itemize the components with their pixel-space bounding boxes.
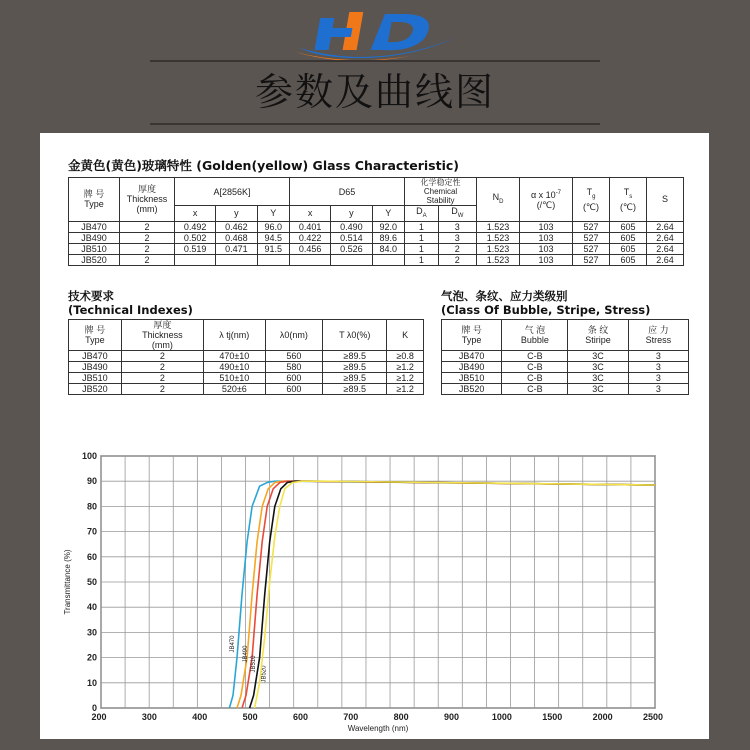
table-row-cell: 3C [568,362,628,373]
col-a2856: A[2856K] [175,178,290,206]
table-row-cell: 2 [121,384,203,395]
table-row-cell: 605 [610,254,647,265]
col-nd [477,178,520,222]
class-table [441,319,689,395]
section3-title [441,289,650,317]
table-row-cell: C-B [502,362,568,373]
table-row-cell: 600 [265,373,323,384]
table-row-cell: 520±6 [204,384,266,395]
x-tick-label: 200 [91,712,107,722]
table-row-cell: 92.0 [372,221,405,232]
table-row [69,232,684,243]
tg-sub: g [592,193,596,200]
table-row [69,351,424,362]
table-row [442,373,689,384]
series-label: JB490 [243,645,250,663]
table-row-cell: 527 [573,243,610,254]
table-row-cell: C-B [502,384,568,395]
table-row-cell: 3 [438,232,476,243]
table-header-row-cell: K [387,320,424,351]
table-row-cell: 89.6 [372,232,405,243]
table-row-cell: JB490 [442,362,502,373]
table-row-cell: 0.492 [175,221,216,232]
table-row [69,254,684,265]
x-tick-label: 2000 [592,712,613,722]
section2-title-cn: 技术要求 [68,289,114,303]
title-rule-bottom [150,123,600,125]
table-row-cell: 490±10 [204,362,266,373]
table-row-cell: 605 [610,243,647,254]
table-row-cell: JB490 [69,362,122,373]
table-row-cell: 1 [405,254,439,265]
table-row-cell: 2 [120,221,175,232]
technical-table [68,319,424,395]
table-row-cell: ≥1.2 [387,362,424,373]
sub-y-d: y [331,206,372,222]
characteristics-rows [69,221,684,265]
table-row-cell: 94.5 [257,232,290,243]
table-header-row-cell: λ tj(nm) [204,320,266,351]
table-row-cell: ≥89.5 [323,351,387,362]
x-tick-label: 300 [141,712,157,722]
table-row-cell: 1.523 [477,232,520,243]
table-row-cell [257,254,290,265]
table-row-cell: 0.462 [216,221,257,232]
table-row-cell: ≥0.8 [387,351,424,362]
table-row-cell: JB470 [69,351,122,362]
table-row-cell: ≥89.5 [323,384,387,395]
table-row-cell: JB490 [69,232,120,243]
table-row-cell: 0.471 [216,243,257,254]
table-row [69,243,684,254]
table-row-cell: JB470 [442,351,502,362]
x-tick-label: 1500 [542,712,563,722]
y-tick-label: 40 [86,602,97,613]
table-row-cell: 3 [628,351,688,362]
table-row-cell: 1.523 [477,243,520,254]
y-tick-label: 20 [86,652,97,663]
table-row-cell [216,254,257,265]
table-row-cell: 103 [520,232,573,243]
page-title: 参数及曲线图 [254,70,495,114]
col-d65: D65 [290,178,405,206]
table-row-cell: 605 [610,221,647,232]
y-axis-label: Transmittance (%) [63,549,72,615]
table-row-cell: 2 [121,351,203,362]
table-row-cell [331,254,372,265]
company-logo [290,8,460,60]
technical-rows [69,320,424,395]
table-row-cell: ≥1.2 [387,373,424,384]
table-row-cell: 600 [265,384,323,395]
section3-title-en: (Class Of Bubble, Stripe, Stress) [441,303,651,317]
y-tick-label: 60 [86,551,97,562]
y-tick-label: 0 [91,703,97,713]
table-row-cell: 84.0 [372,243,405,254]
table-row-cell: 1 [405,232,439,243]
table-row-cell: JB510 [69,243,120,254]
table-row-cell: 580 [265,362,323,373]
transmittance-chart [40,443,709,739]
series-label: JB470 [229,635,236,653]
table-row-cell: 91.5 [257,243,290,254]
table-row-cell: JB470 [69,221,120,232]
table-row-cell [175,254,216,265]
series-label: JB520 [261,665,268,683]
table-row-cell: C-B [502,351,568,362]
table-row [69,373,424,384]
table-row-cell: 0.490 [331,221,372,232]
sub-da [405,206,439,222]
table-header-row-cell: λ0(nm) [265,320,323,351]
sub-Y-a: Y [257,206,290,222]
y-tick-label: 10 [86,677,97,688]
sub-dw [438,206,476,222]
section3-title-cn: 气泡、条纹、应力类级别 [441,289,568,303]
table-row-cell: 0.519 [175,243,216,254]
table-row-cell: 2 [438,243,476,254]
table-row-cell: 3C [568,373,628,384]
dw-label: D [451,206,458,216]
col-s: S [647,178,684,222]
section2-title-en: (Technical Indexes) [68,303,193,317]
table-row-cell: 470±10 [204,351,266,362]
table-row-cell: 2.64 [647,232,684,243]
table-row [69,221,684,232]
table-row-cell: 605 [610,232,647,243]
table-row-cell: 0.456 [290,243,331,254]
col-ts [610,178,647,222]
table-row-cell: 3 [628,384,688,395]
section1-title: 金黄色(黄色)玻璃特性 (Golden(yellow) Glass Characteristic) [68,158,460,173]
x-tick-label: 900 [444,712,460,722]
table-row-cell: JB510 [69,373,122,384]
y-tick-label: 30 [86,627,97,638]
table-row-cell: 1.523 [477,221,520,232]
col-type: 牌 号 Type [69,178,120,222]
table-row-cell: 2.64 [647,254,684,265]
ts-label: T [623,187,630,197]
table-row [442,362,689,373]
spec-panel [40,133,709,739]
table-row-cell: 0.422 [290,232,331,243]
x-tick-label: 600 [292,712,308,722]
table-row-cell: 2 [121,373,203,384]
table-row-cell: 2 [121,362,203,373]
table-row-cell: JB510 [442,373,502,384]
characteristics-table [68,177,684,266]
table-row-cell: 103 [520,221,573,232]
table-row-cell: C-B [502,373,568,384]
table-row-cell: 2 [438,254,476,265]
sub-x-a: x [175,206,216,222]
table-row-cell: ≥1.2 [387,384,424,395]
table-row-cell [290,254,331,265]
nd-sub: D [499,198,504,205]
tg-label: T [586,187,593,197]
col-chem: 化学稳定性 Chemical Stability [405,178,477,206]
table-row-cell: 3C [568,351,628,362]
table-row-cell: 0.514 [331,232,372,243]
tg-unit: (℃) [582,201,600,212]
col-alpha [520,178,573,222]
table-row-cell: 560 [265,351,323,362]
x-tick-label: 500 [242,712,258,722]
table-header-row-cell: 厚度 Thickness (mm) [121,320,203,351]
table-row-cell: 2 [120,243,175,254]
table-header-row-cell: 牌 号 Type [442,320,502,351]
table-header-row [442,320,689,351]
ts-sub: s [629,193,633,200]
table-row-cell: 3C [568,384,628,395]
table-row [442,384,689,395]
table-row [69,384,424,395]
table-row-cell: 0.502 [175,232,216,243]
table-row [69,362,424,373]
table-row-cell: 0.401 [290,221,331,232]
x-tick-label: 800 [393,712,409,722]
table-row-cell: 103 [520,243,573,254]
table-row-cell: ≥89.5 [323,373,387,384]
table-row-cell [372,254,405,265]
x-axis-label: Wavelength (nm) [347,724,409,733]
alpha-sup: -7 [555,190,562,197]
table-row-cell: 510±10 [204,373,266,384]
alpha-label: α x 10 [530,190,556,201]
y-tick-label: 80 [86,501,97,512]
x-tick-label: 1000 [491,712,512,722]
class-rows [442,320,689,395]
table-row-cell: JB520 [442,384,502,395]
table-row-cell: 2 [120,232,175,243]
sub-y-a: y [216,206,257,222]
y-tick-label: 50 [86,577,97,587]
y-tick-label: 100 [81,451,97,461]
ts-unit: (℃) [619,201,637,212]
sub-x-d: x [290,206,331,222]
table-row-cell: 2.64 [647,221,684,232]
x-tick-label: 700 [343,712,359,722]
table-row-cell: 2.64 [647,243,684,254]
table-row-cell: JB520 [69,254,120,265]
table-header-row-cell: 牌 号 Type [69,320,122,351]
col-thickness: 厚度 Thickness (mm) [120,178,175,222]
table-row-cell: 96.0 [257,221,290,232]
table-row-cell: 1.523 [477,254,520,265]
table-header-row [69,320,424,351]
da-sub: A [422,212,427,219]
table-row-cell: 103 [520,254,573,265]
table-row-cell: 3 [438,221,476,232]
table-row-cell: 0.468 [216,232,257,243]
table-header-row-cell: T λ0(%) [323,320,387,351]
table-row-cell: 1 [405,243,439,254]
table-header-row-cell: 应 力 Stress [628,320,688,351]
series-label: JB510 [251,655,258,673]
table-row-cell: 2 [120,254,175,265]
table-row [442,351,689,362]
table-row-cell: 527 [573,221,610,232]
table-row-cell: JB520 [69,384,122,395]
section2-title [68,289,193,317]
dw-sub: W [457,212,464,219]
x-tick-label: 2500 [642,712,664,722]
alpha-unit: (/℃) [536,200,556,211]
table-row-cell: 527 [573,254,610,265]
table-row-cell: 3 [628,362,688,373]
da-label: D [416,206,423,216]
table-row-cell: 3 [628,373,688,384]
table-row-cell: 0.526 [331,243,372,254]
table-row-cell: 527 [573,232,610,243]
table-row-cell: 1 [405,221,439,232]
nd-label: N [492,192,500,202]
table-row-cell: ≥89.5 [323,362,387,373]
col-tg [573,178,610,222]
x-tick-label: 400 [192,712,208,722]
y-tick-label: 70 [86,526,97,537]
y-tick-label: 90 [86,476,97,487]
table-header-row-cell: 气 泡 Bubble [502,320,568,351]
sub-Y-d: Y [372,206,405,222]
table-header-row-cell: 条 纹 Stiripe [568,320,628,351]
